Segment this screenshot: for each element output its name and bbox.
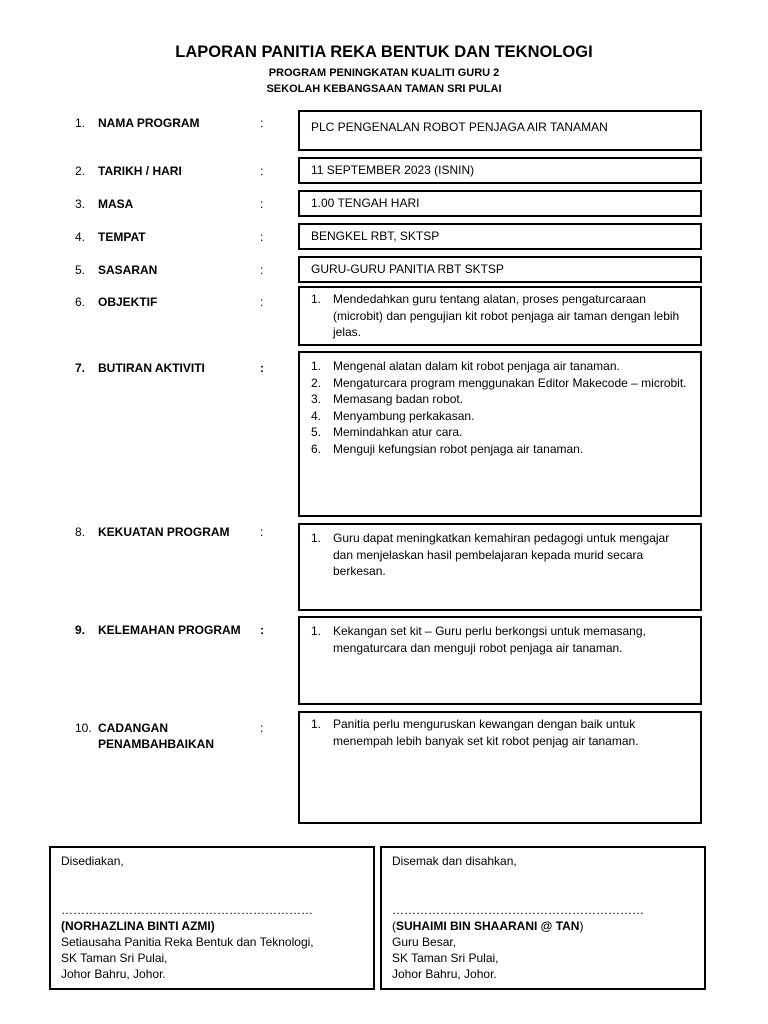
row-number: 1. <box>75 116 86 130</box>
signatory-name-line <box>392 918 583 934</box>
list-text: Kekangan set kit – Guru perlu berkongsi untuk memasang, mengaturcara dan menguji robot penjaga air tanaman. <box>333 624 646 655</box>
label-butiran-aktiviti: BUTIRAN AKTIVITI <box>98 361 205 375</box>
list-number: 1. <box>311 624 322 638</box>
field-tempat <box>298 223 702 250</box>
list-item <box>311 441 690 458</box>
field-butiran-aktiviti <box>298 351 702 517</box>
signature-line: ……………………………………………………… <box>61 903 313 917</box>
report-subtitle-school: SEKOLAH KEBANGSAAN TAMAN SRI PULAI <box>266 83 502 95</box>
field-nama-program <box>298 110 702 151</box>
field-tarikh-hari <box>298 157 702 184</box>
signature-heading: Disediakan, <box>61 854 124 868</box>
row-number: 6. <box>75 295 86 309</box>
signature-box-prepared <box>49 846 375 990</box>
list-text: Mengaturcara program menggunakan Editor Makecode – microbit. <box>333 375 687 390</box>
list-number: 5. <box>311 425 322 439</box>
paren-open: ( <box>392 919 396 933</box>
signatory-school: SK Taman Sri Pulai, <box>61 951 168 965</box>
signature-heading: Disemak dan disahkan, <box>392 854 517 868</box>
row-number: 3. <box>75 197 86 211</box>
row-number: 10. <box>75 721 92 735</box>
list-text: Menguji kefungsian robot penjaga air tanaman. <box>333 441 584 456</box>
label-nama-program: NAMA PROGRAM <box>98 116 200 130</box>
report-subtitle-program: PROGRAM PENINGKATAN KUALITI GURU 2 <box>268 67 500 79</box>
field-kelemahan-program <box>298 616 702 705</box>
list-text: Mendedahkan guru tentang alatan, proses pengaturcaraan (microbit) dan pengujian kit robot penjaga air taman dengan lebih jelas. <box>333 292 680 339</box>
row-number: 5. <box>75 263 86 277</box>
list-text: Guru dapat meningkatkan kemahiran pedagogi untuk mengajar dan menjelaskan hasil pembelajaran kepada murid secara berkesan. <box>333 531 670 578</box>
row-number: 8. <box>75 525 86 539</box>
list-item <box>311 424 690 441</box>
label-kekuatan-program: KEKUATAN PROGRAM <box>98 525 230 539</box>
label-tarikh-hari: TARIKH / HARI <box>98 164 182 178</box>
colon: : <box>260 623 264 637</box>
list-number: 4. <box>311 408 322 423</box>
report-title: LAPORAN PANITIA REKA BENTUK DAN TEKNOLOGI <box>175 43 593 61</box>
colon: : <box>260 721 264 735</box>
list-number: 1. <box>311 717 322 731</box>
field-value: 11 SEPTEMBER 2023 (ISNIN) <box>311 163 475 177</box>
colon: : <box>260 116 264 130</box>
list-number: 3. <box>311 392 322 406</box>
label-kelemahan-program: KELEMAHAN PROGRAM <box>98 623 241 637</box>
list-item <box>311 291 690 341</box>
list-item <box>311 358 690 375</box>
list-text: Menyambung perkakasan. <box>333 408 475 423</box>
field-value: GURU-GURU PANITIA RBT SKTSP <box>311 262 504 276</box>
signatory-name: SUHAIMI BIN SHAARANI @ TAN <box>396 919 580 933</box>
colon: : <box>260 525 264 539</box>
colon: : <box>260 164 264 178</box>
field-value: 1.00 TENGAH HARI <box>311 196 420 210</box>
signatory-location: Johor Bahru, Johor. <box>392 967 497 981</box>
colon: : <box>260 295 264 309</box>
signature-line: ……………………………………………………… <box>392 903 644 917</box>
label-masa: MASA <box>98 197 134 211</box>
list-item <box>311 408 690 425</box>
signatory-position: Setiausaha Panitia Reka Bentuk dan Teknologi, <box>61 935 314 949</box>
label-sasaran: SASARAN <box>98 263 158 277</box>
field-sasaran <box>298 256 702 283</box>
field-value: PLC PENGENALAN ROBOT PENJAGA AIR TANAMAN <box>311 120 608 134</box>
list-number: 6. <box>311 441 322 456</box>
row-number: 4. <box>75 230 86 244</box>
label-tempat: TEMPAT <box>98 230 146 244</box>
signatory-name: (NORHAZLINA BINTI AZMI) <box>61 919 215 933</box>
list-text: Mengenal alatan dalam kit robot penjaga air tanaman. <box>333 359 620 373</box>
list-number: 1. <box>311 359 322 373</box>
list-number: 1. <box>311 292 322 306</box>
field-kekuatan-program <box>298 523 702 611</box>
list-text: Memindahkan atur cara. <box>333 425 463 439</box>
list-number: 1. <box>311 531 322 545</box>
signatory-school: SK Taman Sri Pulai, <box>392 951 499 965</box>
field-masa <box>298 190 702 217</box>
list-item <box>311 716 690 749</box>
list-text: Memasang badan robot. <box>333 392 464 406</box>
colon: : <box>260 230 264 244</box>
colon: : <box>260 361 264 375</box>
signatory-position: Guru Besar, <box>392 935 457 949</box>
list-item <box>311 623 690 656</box>
row-number: 9. <box>75 623 86 637</box>
list-item <box>311 530 690 580</box>
label-cadangan: CADANGAN <box>98 721 168 735</box>
row-number: 2. <box>75 164 86 178</box>
list-text: Panitia perlu menguruskan kewangan dengan baik untuk menempah lebih banyak set kit robot penjag air tanaman. <box>333 717 639 748</box>
paren-close: ) <box>579 919 584 933</box>
signatory-location: Johor Bahru, Johor. <box>61 967 166 981</box>
signature-box-approved <box>380 846 706 990</box>
label-penambahbaikan: PENAMBAHBAIKAN <box>98 737 214 751</box>
list-number: 2. <box>311 375 322 390</box>
field-value: BENGKEL RBT, SKTSP <box>311 229 440 243</box>
list-item <box>311 375 690 392</box>
colon: : <box>260 197 264 211</box>
colon: : <box>260 263 264 277</box>
row-number: 7. <box>75 361 86 375</box>
field-objektif <box>298 286 702 346</box>
label-objektif: OBJEKTIF <box>98 295 158 309</box>
list-item <box>311 391 690 408</box>
field-cadangan-penambahbaikan <box>298 711 702 824</box>
